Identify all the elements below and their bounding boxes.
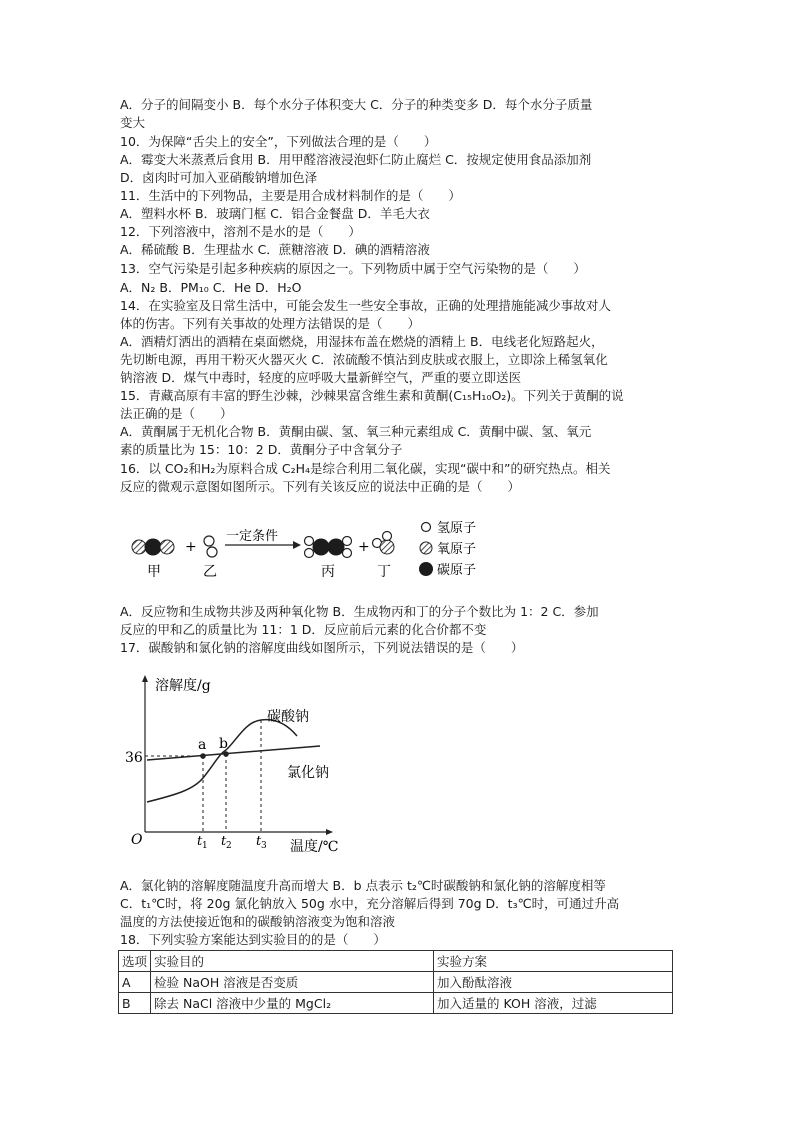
text-line: 钠溶液 D．煤气中毒时，轻度的应呼吸大量新鲜空气，严重的要立即送医 — [120, 370, 522, 385]
point-a-label: a — [198, 737, 207, 753]
plus-sign: + — [185, 539, 197, 555]
text-line: 变大 — [120, 115, 146, 130]
text-line: A．N₂ B．PM₁₀ C．He D．H₂O — [120, 280, 302, 295]
table-row — [119, 972, 673, 993]
y-axis-label: 溶解度/g — [155, 678, 211, 694]
tick-t1 — [197, 834, 208, 851]
origin-label: O — [131, 832, 143, 848]
experiment-table — [118, 950, 673, 1014]
label-ding: 丁 — [377, 564, 391, 580]
h2-molecule — [204, 536, 217, 557]
text-line: A．分子的间隔变小 B．每个水分子体积变大 C．分子的种类变多 D．每个水分子质量 — [120, 97, 593, 112]
text-line: 先切断电源，再用干粉灭火器灭火 C．浓硫酸不慎沾到皮肤或衣服上，立即涂上稀氢氧化 — [120, 352, 608, 367]
svg-text:3: 3 — [261, 841, 267, 851]
text-line: A．稀硫酸 B．生理盐水 C．蔗糖溶液 D．碘的酒精溶液 — [120, 242, 430, 257]
svg-text:t: t — [256, 834, 262, 849]
cell-option: A — [119, 972, 151, 993]
svg-text:2: 2 — [226, 841, 232, 851]
text-line: A．反应物和生成物共涉及两种氧化物 B．生成物丙和丁的分子个数比为 1：2 C．参加 — [120, 604, 599, 619]
svg-text:t: t — [221, 834, 227, 849]
text-line: 温度的方法使接近饱和的碳酸钠溶液变为饱和溶液 — [120, 914, 396, 929]
plus-sign: + — [358, 539, 370, 555]
text-line: A．塑料水杯 B．玻璃门框 C．铝合金餐盘 D．羊毛大衣 — [120, 206, 430, 221]
question-16: 16．以 CO₂和H₂为原料合成 C₂H₄是综合利用二氧化碳，实现“碳中和”的研究热点。相关 — [120, 461, 611, 476]
h2o-molecule — [373, 532, 395, 555]
co2-molecule — [132, 539, 174, 556]
c2h4-molecule — [305, 537, 352, 558]
text-line: A．黄酮属于无机化合物 B．黄酮由碳、氢、氧三种元素组成 C．黄酮中碳、氢、氧元 — [120, 424, 592, 439]
tick-t2 — [221, 834, 232, 851]
header-plan: 实验方案 — [434, 951, 673, 972]
table-header-row — [119, 951, 673, 972]
arrow-head — [293, 541, 301, 549]
label-yi: 乙 — [203, 564, 217, 580]
point-b-label: b — [219, 736, 228, 752]
question-13: 13．空气污染是引起多种疾病的原因之一。下列物质中属于空气污染物的是（ ） — [120, 261, 586, 276]
cell-plan: 加入酚酞溶液 — [434, 972, 673, 993]
text-line: 素的质量比为 15：10：2 D．黄酮分子中含氧分子 — [120, 442, 403, 457]
legend-hydrogen: 氢原子 — [437, 521, 477, 536]
text-line: A．氯化钠的溶解度随温度升高而增大 B．b 点表示 t₂℃时碳酸钠和氯化钠的溶解度相等 — [120, 878, 606, 893]
cell-option: B — [119, 993, 151, 1014]
reaction-condition: 一定条件 — [226, 529, 279, 544]
svg-text:1: 1 — [202, 841, 208, 851]
question-11: 11．生活中的下列物品，主要是用合成材料制作的是（ ） — [120, 188, 461, 203]
question-18: 18．下列实验方案能达到实验目的的是（ ） — [120, 932, 386, 947]
text-line: 法正确的是（ ） — [120, 406, 233, 421]
legend-carbon: 碳原子 — [437, 563, 477, 578]
svg-text:t: t — [197, 834, 203, 849]
legend — [419, 521, 476, 578]
question-12: 12．下列溶液中，溶剂不是水的是（ ） — [120, 224, 361, 239]
text-line: D．卤肉时可加入亚硝酸钠增加色泽 — [120, 170, 318, 185]
nacl-label: 氯化钠 — [287, 765, 329, 781]
text-line: A．酒精灯洒出的酒精在桌面燃烧，用湿抹布盖在燃烧的酒精上 B．电线老化短路起火， — [120, 334, 604, 349]
text-line: A．霉变大米蒸煮后食用 B．用甲醛溶液浸泡虾仁防止腐烂 C．按规定使用食品添加剂 — [120, 152, 592, 167]
label-jia: 甲 — [147, 564, 161, 580]
text-line: C．t₁℃时，将 20g 氯化钠放入 50g 水中，充分溶解后得到 70g D．t₃℃时，可通过升高 — [120, 896, 620, 911]
y-axis-arrow — [142, 675, 148, 682]
y-tick-36: 36 — [125, 750, 143, 766]
question-15: 15．青藏高原有丰富的野生沙棘，沙棘果富含维生素和黄酮(C₁₅H₁₀O₂)。下列关于黄酮的说 — [120, 388, 624, 403]
question-10: 10．为保障“舌尖上的安全”，下列做法合理的是（ ） — [120, 134, 437, 149]
text-line: 反应的甲和乙的质量比为 11：1 D．反应前后元素的化合价都不变 — [120, 622, 487, 637]
header-purpose: 实验目的 — [151, 951, 434, 972]
header-option: 选项 — [119, 951, 151, 972]
x-axis-label: 温度/℃ — [290, 839, 339, 855]
cell-purpose: 检验 NaOH 溶液是否变质 — [151, 972, 434, 993]
x-axis-arrow — [326, 829, 333, 835]
point-a — [200, 753, 206, 759]
cell-plan: 加入适量的 KOH 溶液，过滤 — [434, 993, 673, 1014]
question-14: 14．在实验室及日常生活中，可能会发生一些安全事故，正确的处理措施能减少事故对人 — [120, 298, 611, 313]
label-bing: 丙 — [321, 564, 335, 580]
nacl-curve — [147, 746, 320, 760]
cell-purpose: 除去 NaCl 溶液中少量的 MgCl₂ — [151, 993, 434, 1014]
na2co3-curve — [147, 720, 297, 802]
legend-oxygen: 氧原子 — [437, 542, 477, 557]
tick-t3 — [256, 834, 267, 851]
text-line: 体的伤害。下列有关事故的处理方法错误的是（ ） — [120, 316, 421, 331]
question-17: 17．碳酸钠和氯化钠的溶解度曲线如图所示，下列说法错误的是（ ） — [120, 640, 524, 655]
table-row — [119, 993, 673, 1014]
solubility-graph — [125, 670, 340, 860]
na2co3-label: 碳酸钠 — [267, 709, 309, 725]
text-line: 反应的微观示意图如图所示。下列有关该反应的说法中正确的是（ ） — [120, 479, 521, 494]
reaction-diagram — [125, 518, 505, 582]
point-b — [223, 751, 229, 757]
